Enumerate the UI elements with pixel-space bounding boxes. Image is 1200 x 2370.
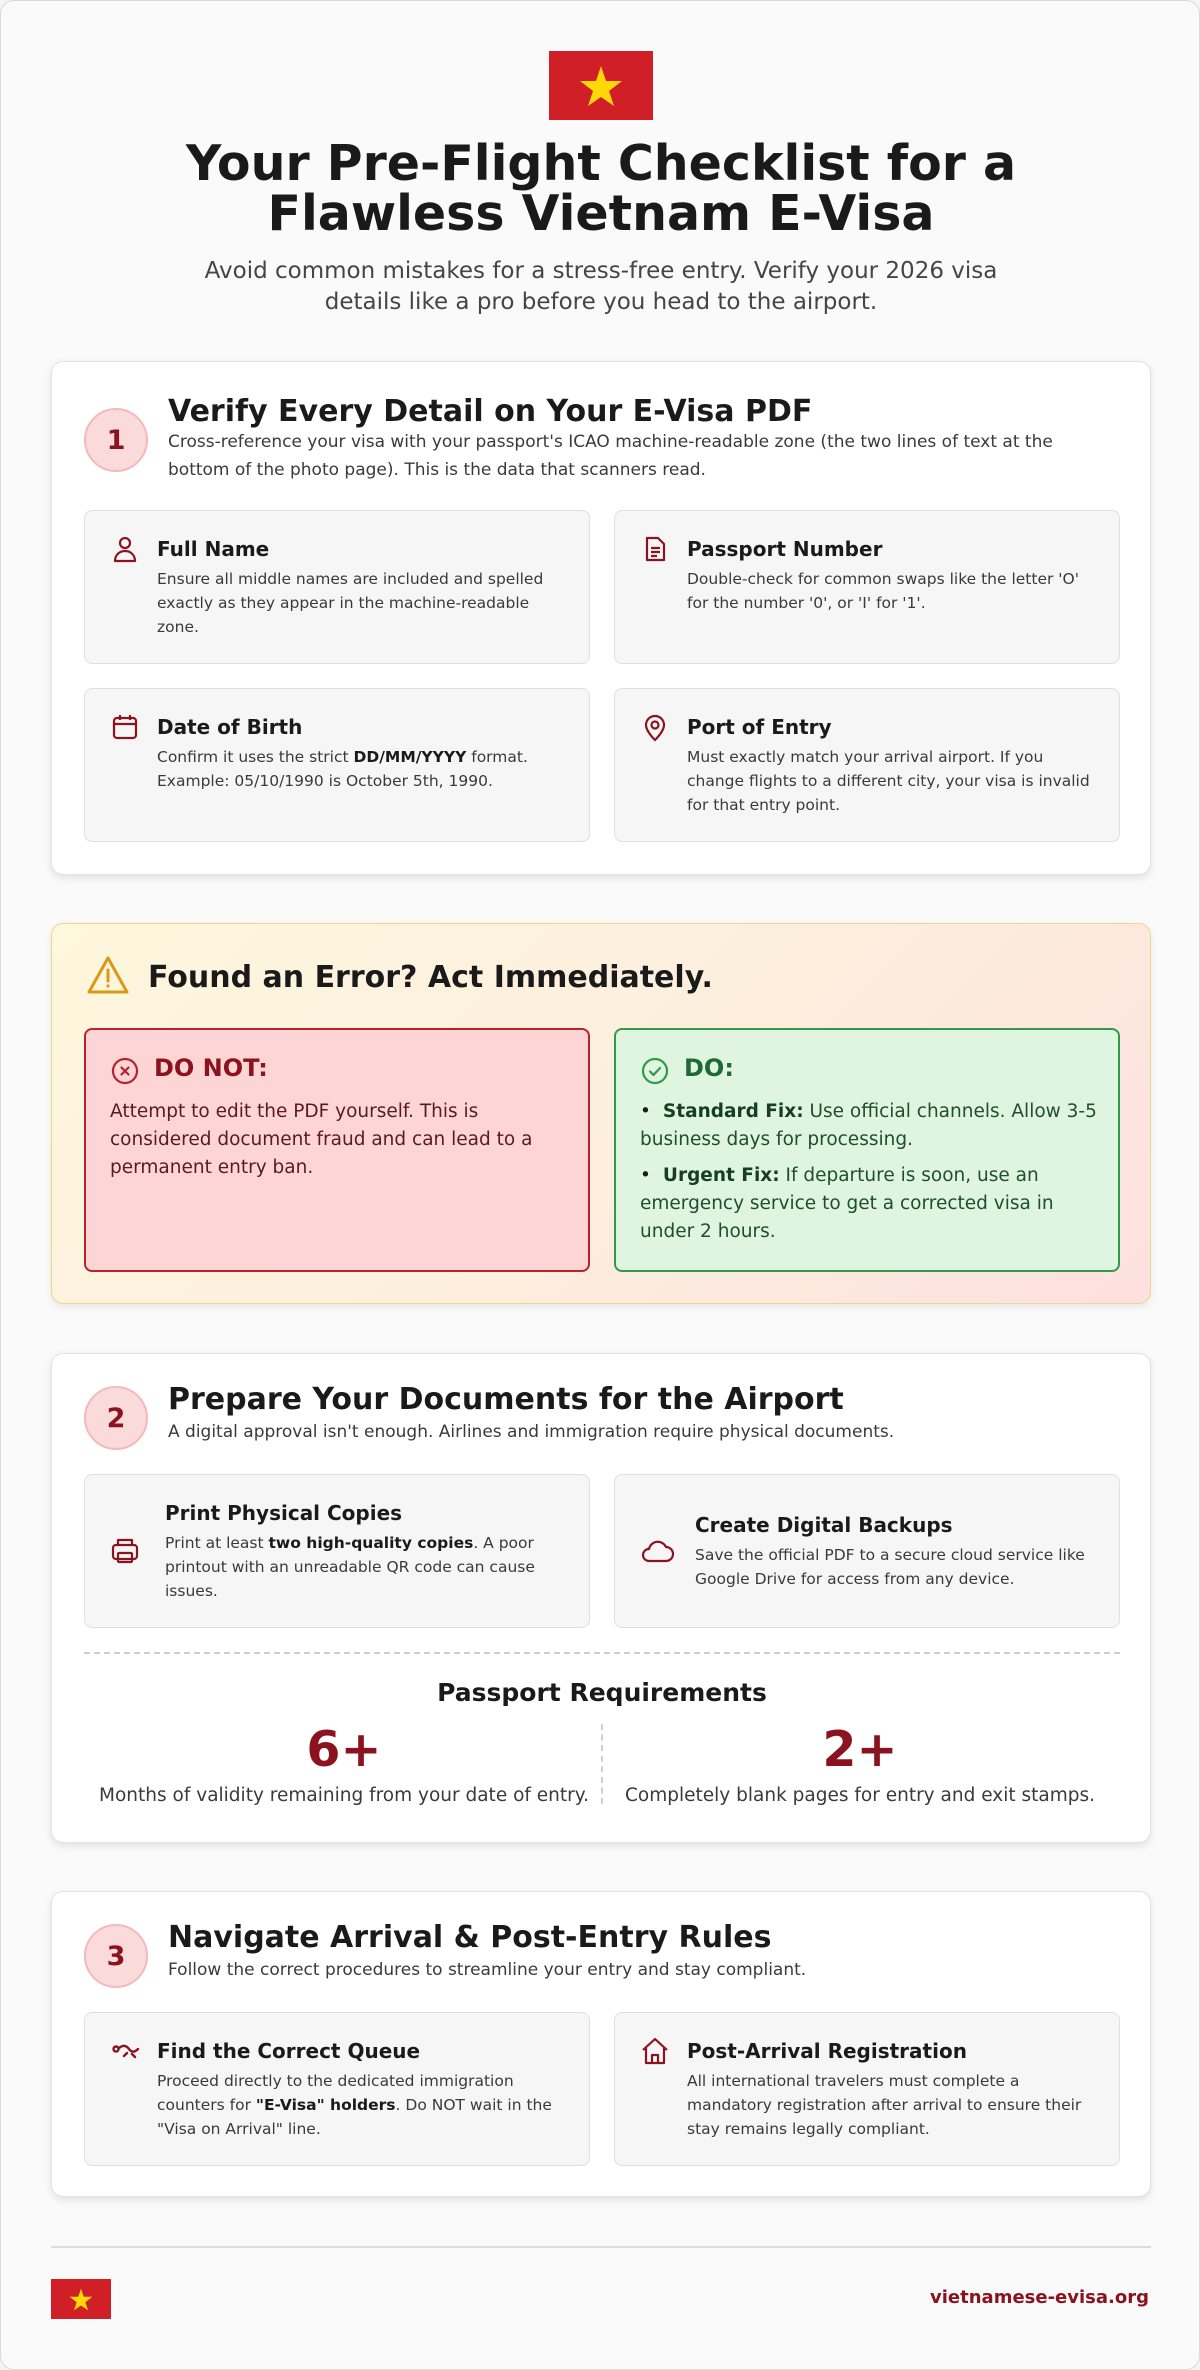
home-icon: [639, 2035, 671, 2067]
page-subtitle: Avoid common mistakes for a stress-free entry. Verify your 2026 visa details like a pro before you head to the airport.: [204, 258, 998, 315]
dont-text: Attempt to edit the PDF yourself. This is considered document fraud and can lead to a permanent entry ban.: [110, 1101, 533, 1178]
check-item-title: Port of Entry: [687, 715, 832, 739]
check-item-text: Print at least two high-quality copies. A poor printout with an unreadable QR code can cause issues.: [165, 1534, 535, 1600]
check-item-print-copies: [84, 1474, 590, 1628]
check-circle-icon: [640, 1056, 670, 1086]
section-arrival-rules: [51, 1891, 1151, 2197]
section-verify-details: [51, 361, 1151, 875]
requirement-label: Completely blank pages for entry and exit stamps.: [625, 1785, 1095, 1806]
step-number-badge: 2: [84, 1386, 148, 1450]
section-description: Cross-reference your visa with your passport's ICAO machine-readable zone (the two lines of text at the bottom of the photo page). This is the data that scanners read.: [168, 432, 1053, 480]
document-icon: [639, 533, 671, 565]
do-box: [614, 1028, 1120, 1272]
check-item-text: Proceed directly to the dedicated immigration counters for "E-Visa" holders. Do NOT wait in the "Visa on Arrival" line.: [157, 2072, 552, 2138]
dont-title: DO NOT:: [154, 1054, 268, 1082]
section-title: Verify Every Detail on Your E-Visa PDF: [168, 394, 813, 429]
section-title: Found an Error? Act Immediately.: [148, 960, 713, 995]
section-found-error: [51, 923, 1151, 1304]
check-item-title: Find the Correct Queue: [157, 2039, 421, 2063]
requirement-label: Months of validity remaining from your date of entry.: [99, 1785, 589, 1806]
requirement-validity: [84, 1722, 604, 1810]
map-pin-icon: [639, 711, 671, 743]
check-item-text: Confirm it uses the strict DD/MM/YYYY format. Example: 05/10/1990 is October 5th, 1990.: [157, 748, 528, 790]
person-icon: [109, 533, 141, 565]
calendar-icon: [109, 711, 141, 743]
check-item-title: Post-Arrival Registration: [687, 2039, 967, 2063]
section-description: Follow the correct procedures to streamline your entry and stay compliant.: [168, 1960, 807, 1980]
check-item-title: Date of Birth: [157, 715, 303, 739]
check-item-text: Save the official PDF to a secure cloud service like Google Drive for access from any device.: [695, 1546, 1085, 1588]
requirement-blank-pages: [600, 1722, 1120, 1810]
printer-icon: [109, 1535, 141, 1567]
section-prepare-documents: [51, 1353, 1151, 1843]
section-description: A digital approval isn't enough. Airlines and immigration require physical documents.: [168, 1422, 895, 1442]
x-circle-icon: [110, 1056, 140, 1086]
check-item-post-arrival-registration: [614, 2012, 1120, 2166]
vietnam-flag-icon: [549, 51, 653, 120]
warning-triangle-icon: [86, 955, 130, 995]
check-item-passport-number: [614, 510, 1120, 664]
check-item-text: Double-check for common swaps like the letter 'O' for the number '0', or 'I' for '1'.: [687, 570, 1080, 612]
cloud-icon: [639, 1535, 675, 1567]
check-item-title: Full Name: [157, 537, 270, 561]
section-title: Prepare Your Documents for the Airport: [168, 1382, 844, 1417]
step-number-badge: 3: [84, 1924, 148, 1988]
check-item-text: Must exactly match your arrival airport. If you change flights to a different city, your visa is invalid for that entry point.: [687, 748, 1090, 814]
route-icon: [109, 2035, 141, 2067]
check-item-full-name: [84, 510, 590, 664]
check-item-text: Ensure all middle names are included and spelled exactly as they appear in the machine-readable zone.: [157, 570, 544, 636]
passport-requirements-title: Passport Requirements: [437, 1678, 767, 1707]
footer-divider: [51, 2246, 1151, 2248]
check-item-correct-queue: [84, 2012, 590, 2166]
step-number-badge: 1: [84, 408, 148, 472]
page-title: Your Pre-Flight Checklist for a Flawless Vietnam E-Visa: [185, 135, 1017, 242]
check-item-port-of-entry: [614, 688, 1120, 842]
check-item-digital-backups: [614, 1474, 1120, 1628]
do-title: DO:: [684, 1054, 734, 1082]
footer-site-link[interactable]: vietnamese-evisa.org: [930, 2287, 1149, 2308]
dont-box: [84, 1028, 590, 1272]
list-item: • Standard Fix: Use official channels. Allow 3-5 business days for processing.: [640, 1098, 1100, 1154]
check-item-text: All international travelers must complete a mandatory registration after arrival to ensure their stay remains legally compliant.: [687, 2072, 1082, 2138]
requirement-value: 2+: [822, 1721, 898, 1778]
section-title: Navigate Arrival & Post-Entry Rules: [168, 1920, 772, 1955]
requirement-value: 6+: [306, 1721, 382, 1778]
check-item-title: Create Digital Backups: [695, 1513, 953, 1537]
do-list: [640, 1098, 1100, 1254]
check-item-date-of-birth: [84, 688, 590, 842]
check-item-title: Print Physical Copies: [165, 1501, 403, 1525]
check-item-title: Passport Number: [687, 537, 883, 561]
vietnam-flag-icon: [51, 2279, 111, 2319]
list-item: • Urgent Fix: If departure is soon, use an emergency service to get a corrected visa in under 2 hours.: [640, 1162, 1100, 1246]
dashed-divider: [84, 1652, 1120, 1654]
